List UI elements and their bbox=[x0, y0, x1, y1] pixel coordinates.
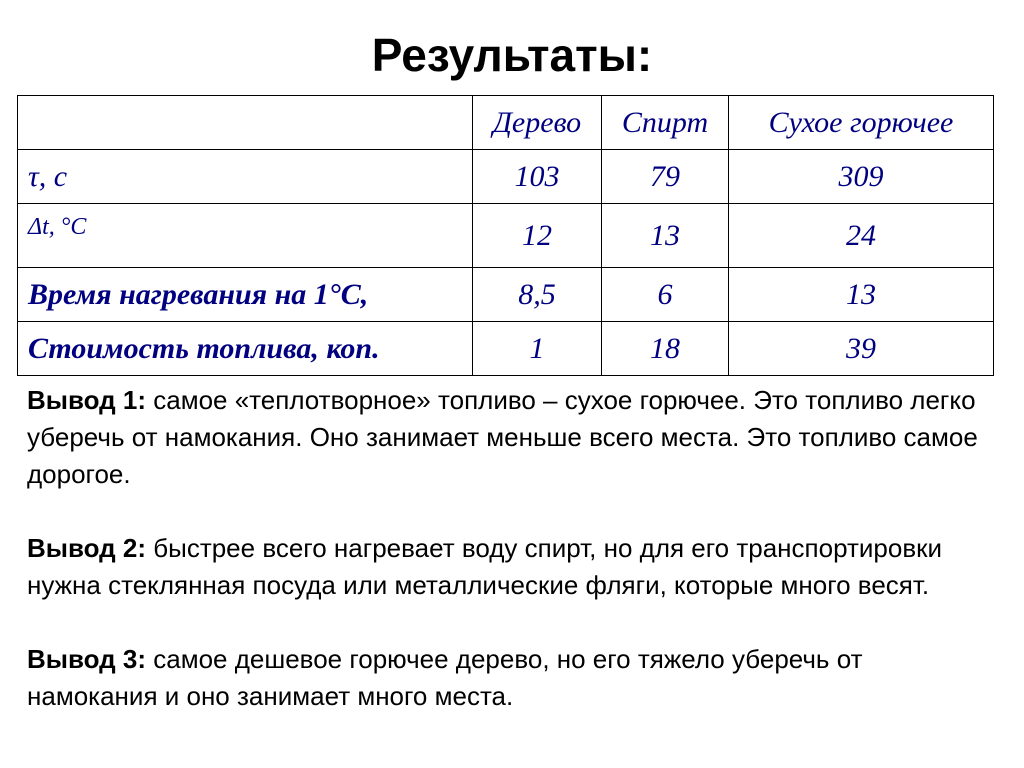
conclusion-text: самое дешевое горючее дерево, но его тяжело уберечь от намокания и оно занимает много места. bbox=[27, 644, 863, 711]
table-row bbox=[18, 268, 994, 322]
table-cell: 13 bbox=[729, 268, 994, 322]
conclusion-3 bbox=[27, 641, 987, 715]
table-cell: 1 bbox=[473, 322, 602, 376]
table-cell: 24 bbox=[729, 204, 994, 268]
slide-title: Результаты: bbox=[371, 29, 653, 81]
table-cell: 103 bbox=[473, 150, 602, 204]
table-header-empty bbox=[18, 96, 473, 150]
table-cell: 79 bbox=[602, 150, 729, 204]
row-label-delta-temp: Δt, °C bbox=[18, 204, 473, 268]
conclusion-label: Вывод 2: bbox=[27, 533, 147, 563]
table-cell: 13 bbox=[602, 204, 729, 268]
conclusion-text: самое «теплотворное» топливо – сухое горючее. Это топливо легко уберечь от намокания. Оно занимает меньше всего места. Это топливо самое дорогое. bbox=[27, 385, 978, 489]
table-header-alcohol: Спирт bbox=[602, 96, 729, 150]
conclusion-label: Вывод 3: bbox=[27, 644, 147, 674]
table-row bbox=[18, 204, 994, 268]
conclusion-text: быстрее всего нагревает воду спирт, но для его транспортировки нужна стеклянная посуда или металлические фляги, которые много весят. bbox=[27, 533, 943, 600]
conclusion-1 bbox=[27, 382, 987, 493]
row-label-time: τ, с bbox=[18, 150, 473, 204]
table-cell: 6 bbox=[602, 268, 729, 322]
table-header-row bbox=[18, 96, 994, 150]
table-cell: 12 bbox=[473, 204, 602, 268]
table-header-dry-fuel: Сухое горючее bbox=[729, 96, 994, 150]
table-cell: 309 bbox=[729, 150, 994, 204]
table-cell: 39 bbox=[729, 322, 994, 376]
conclusion-2 bbox=[27, 530, 987, 604]
table-cell: 18 bbox=[602, 322, 729, 376]
row-label-heating-time: Время нагревания на 1°C, bbox=[18, 268, 473, 322]
table-header-wood: Дерево bbox=[473, 96, 602, 150]
table-row bbox=[18, 322, 994, 376]
conclusions bbox=[27, 382, 987, 752]
conclusion-label: Вывод 1: bbox=[27, 385, 147, 415]
table-cell: 8,5 bbox=[473, 268, 602, 322]
results-table bbox=[17, 95, 994, 376]
row-label-fuel-cost: Стоимость топлива, коп. bbox=[18, 322, 473, 376]
table-row bbox=[18, 150, 994, 204]
